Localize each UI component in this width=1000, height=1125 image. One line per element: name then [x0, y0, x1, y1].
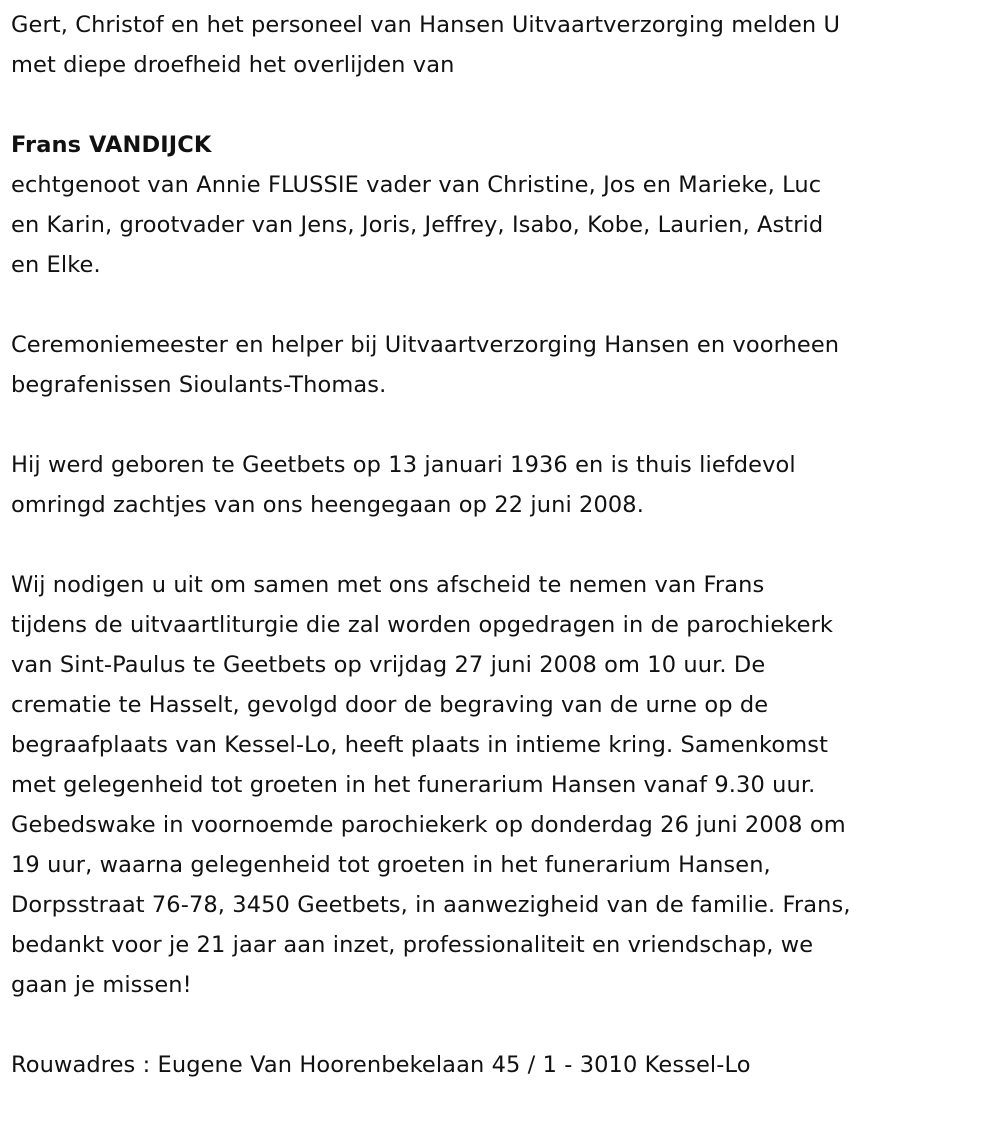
invitation-paragraph	[11, 565, 996, 1005]
invitation-line: Dorpsstraat 76-78, 3450 Geetbets, in aanwezigheid van de familie. Frans,	[11, 892, 851, 918]
family-line: en Karin, grootvader van Jens, Joris, Jeffrey, Isabo, Kobe, Laurien, Astrid	[11, 212, 824, 238]
invitation-line: van Sint-Paulus te Geetbets op vrijdag 27 juni 2008 om 10 uur. De	[11, 652, 766, 678]
family-paragraph	[11, 165, 996, 285]
invitation-line: 19 uur, waarna gelegenheid tot groeten in het funerarium Hansen,	[11, 852, 771, 878]
family-line: en Elke.	[11, 252, 101, 278]
birth-death-paragraph	[11, 445, 996, 525]
family-line: echtgenoot van Annie FLUSSIE vader van Christine, Jos en Marieke, Luc	[11, 172, 822, 198]
birth-death-line: Hij werd geboren te Geetbets op 13 januari 1936 en is thuis liefdevol	[11, 452, 796, 478]
invitation-line: met gelegenheid tot groeten in het funerarium Hansen vanaf 9.30 uur.	[11, 772, 816, 798]
birth-death-line: omringd zachtjes van ons heengegaan op 22 juni 2008.	[11, 492, 644, 518]
intro-paragraph	[11, 5, 996, 85]
invitation-line: Gebedswake in voornoemde parochiekerk op donderdag 26 juni 2008 om	[11, 812, 846, 838]
invitation-line: crematie te Hasselt, gevolgd door de begraving van de urne op de	[11, 692, 769, 718]
intro-line: met diepe droefheid het overlijden van	[11, 52, 455, 78]
role-paragraph	[11, 325, 996, 405]
invitation-line: begraafplaats van Kessel-Lo, heeft plaats in intieme kring. Samenkomst	[11, 732, 828, 758]
invitation-line: bedankt voor je 21 jaar aan inzet, professionaliteit en vriendschap, we	[11, 932, 814, 958]
invitation-line: Wij nodigen u uit om samen met ons afscheid te nemen van Frans	[11, 572, 765, 598]
role-line: Ceremoniemeester en helper bij Uitvaartverzorging Hansen en voorheen	[11, 332, 840, 358]
invitation-line: tijdens de uitvaartliturgie die zal worden opgedragen in de parochiekerk	[11, 612, 834, 638]
invitation-line: gaan je missen!	[11, 972, 192, 998]
obituary-document	[11, 5, 996, 1125]
deceased-name: Frans VANDIJCK	[11, 132, 212, 158]
intro-line: Gert, Christof en het personeel van Hansen Uitvaartverzorging melden U	[11, 12, 841, 38]
role-line: begrafenissen Sioulants-Thomas.	[11, 372, 387, 398]
mourning-address: Rouwadres : Eugene Van Hoorenbekelaan 45 / 1 - 3010 Kessel-Lo	[11, 1052, 751, 1078]
